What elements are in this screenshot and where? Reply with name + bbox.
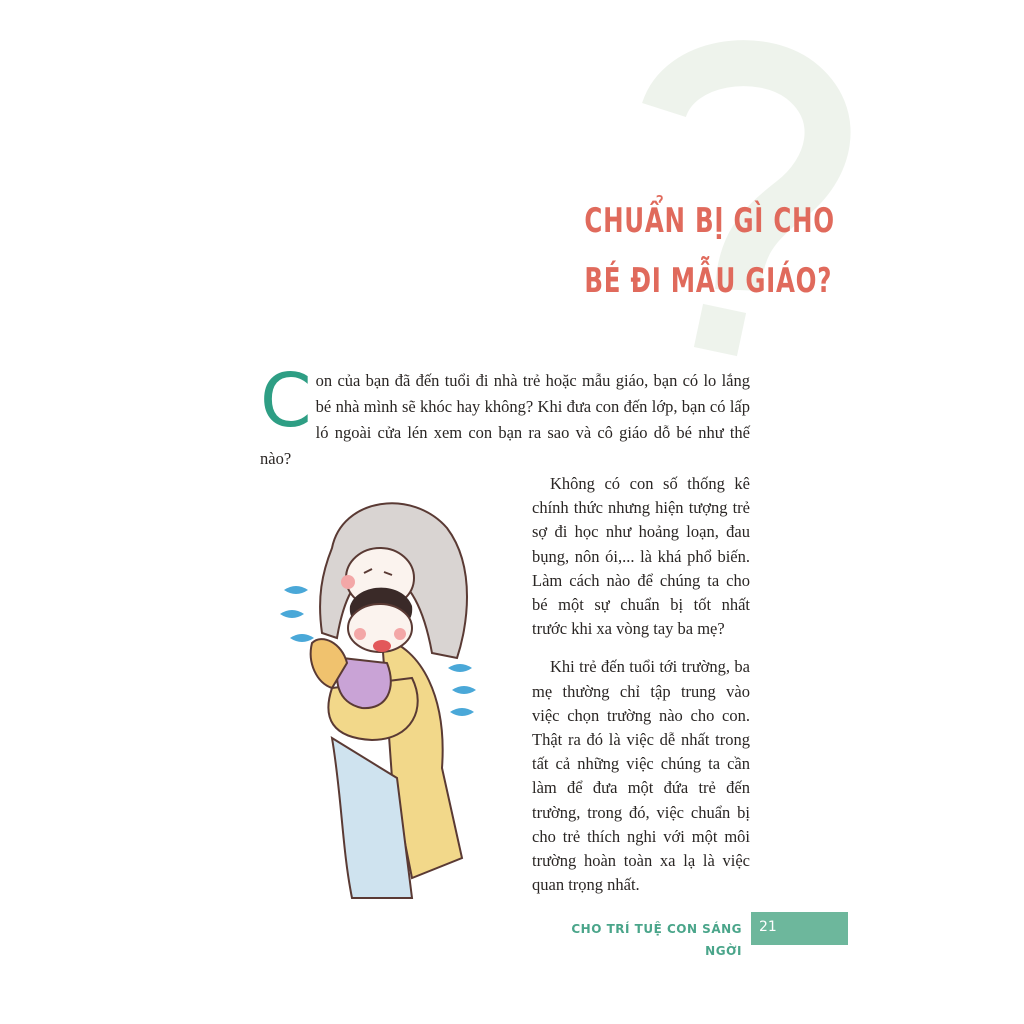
- body-paragraph-2: Khi trẻ đến tuổi tới trường, ba mẹ thường chỉ tập trung vào việc chọn trường nào cho con. Thật ra đó là việc dễ nhất trong tất cả những việc chúng ta cần làm để đưa một đứa trẻ đến trường, trong đó, việc chuẩn bị cho trẻ thích nghi với một môi trường hoàn toàn xa lạ là việc quan trọng nhất.: [532, 657, 750, 895]
- page-number: 21: [759, 919, 777, 935]
- drop-cap: C: [260, 358, 312, 444]
- body-paragraph-1: Không có con số thống kê chính thức nhưng hiện tượng trẻ sợ đi học như hoảng loạn, đau bụng, nôn ói,... là khá phổ biến. Làm cách nào để chúng ta cho bé một sự chuẩn bị tốt nhất trước khi xa vòng tay ba mẹ?: [532, 474, 750, 639]
- body-column: [532, 472, 750, 911]
- page-number-tab: [751, 912, 848, 945]
- chapter-title-line-2: BÉ ĐI MẪU GIÁO?: [584, 260, 833, 301]
- intro-text: on của bạn đã đến tuổi đi nhà trẻ hoặc mẫu giáo, bạn có lo lắng bé nhà mình sẽ khóc hay không? Khi đưa con đến lớp, bạn có lấp ló ngoài cửa lén xem con bạn ra sao và cô giáo dỗ bé như thế nào?: [260, 371, 750, 468]
- mother-child-illustration: [262, 478, 500, 908]
- intro-paragraph: [260, 358, 750, 472]
- chapter-title-line-1: CHUẨN BỊ GÌ CHO: [584, 200, 835, 241]
- book-title-footer: CHO TRÍ TUỆ CON SÁNG NGỜI: [571, 922, 742, 958]
- chapter-title: [584, 191, 835, 311]
